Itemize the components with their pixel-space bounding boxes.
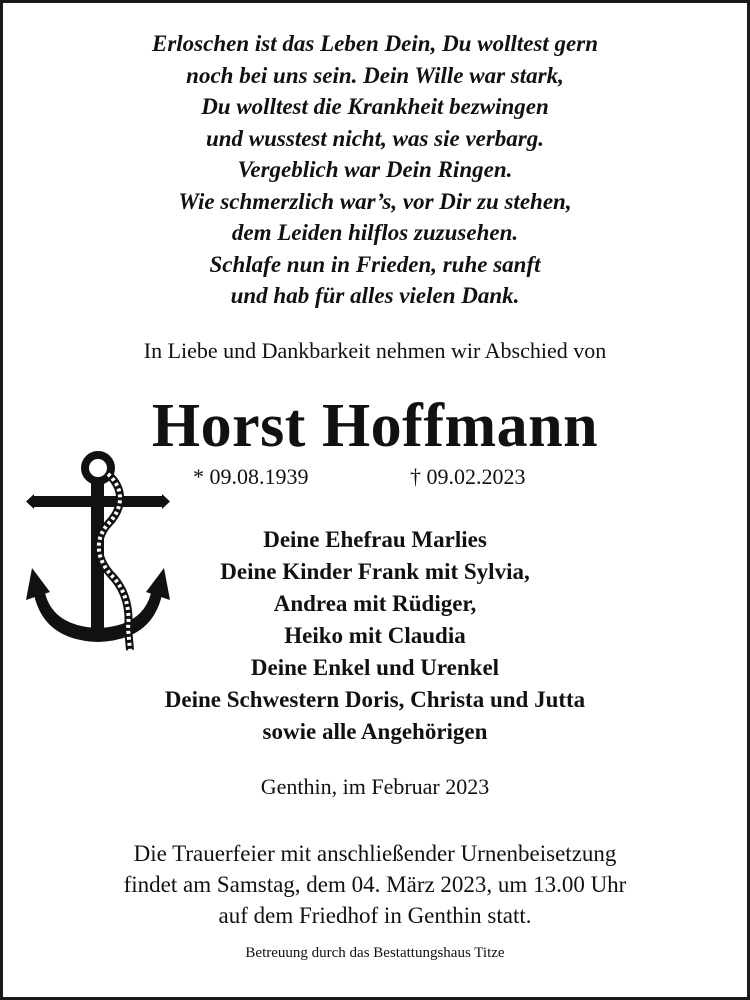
family-line: Heiko mit Claudia xyxy=(284,623,466,648)
poem-line: Wie schmerzlich war’s, vor Dir zu stehen, xyxy=(178,188,572,214)
family-line: Deine Schwestern Doris, Christa und Jutta xyxy=(164,687,586,712)
family-list xyxy=(0,524,750,748)
family-line: sowie alle Angehörigen xyxy=(262,719,488,744)
service-line: findet am Samstag, dem 04. März 2023, um 13.00 Uhr xyxy=(123,872,627,897)
funeral-home: Betreuung durch das Bestattungshaus Titze xyxy=(245,945,505,961)
intro-text: In Liebe und Dankbarkeit nehmen wir Abschied von xyxy=(143,338,607,363)
family-line: Deine Kinder Frank mit Sylvia, xyxy=(220,559,530,584)
poem-line: Schlafe nun in Frieden, ruhe sanft xyxy=(209,251,541,277)
deceased-name: Horst Hoffmann xyxy=(151,392,599,460)
service-line: auf dem Friedhof in Genthin statt. xyxy=(218,903,532,928)
poem xyxy=(0,28,750,312)
poem-line: dem Leiden hilflos zuzusehen. xyxy=(231,220,519,245)
service-info xyxy=(0,838,750,931)
poem-line: und hab für alles vielen Dank. xyxy=(230,283,520,308)
birth-date: * 09.08.1939 xyxy=(193,464,309,489)
poem-line: Erloschen ist das Leben Dein, Du wolltest gern xyxy=(152,31,598,56)
family-line: Andrea mit Rüdiger, xyxy=(273,591,477,616)
poem-line: noch bei uns sein. Dein Wille war stark, xyxy=(186,62,564,88)
family-line: Deine Enkel und Urenkel xyxy=(250,655,500,680)
poem-line: Du wolltest die Krankheit bezwingen xyxy=(201,94,549,119)
family-line: Deine Ehefrau Marlies xyxy=(263,527,487,552)
service-line: Die Trauerfeier mit anschließender Urnenbeisetzung xyxy=(133,841,617,866)
place-date: Genthin, im Februar 2023 xyxy=(260,774,490,799)
poem-line: Vergeblich war Dein Ringen. xyxy=(237,157,513,182)
poem-line: und wusstest nicht, was sie verbarg. xyxy=(205,125,545,151)
death-date: † 09.02.2023 xyxy=(410,464,526,489)
